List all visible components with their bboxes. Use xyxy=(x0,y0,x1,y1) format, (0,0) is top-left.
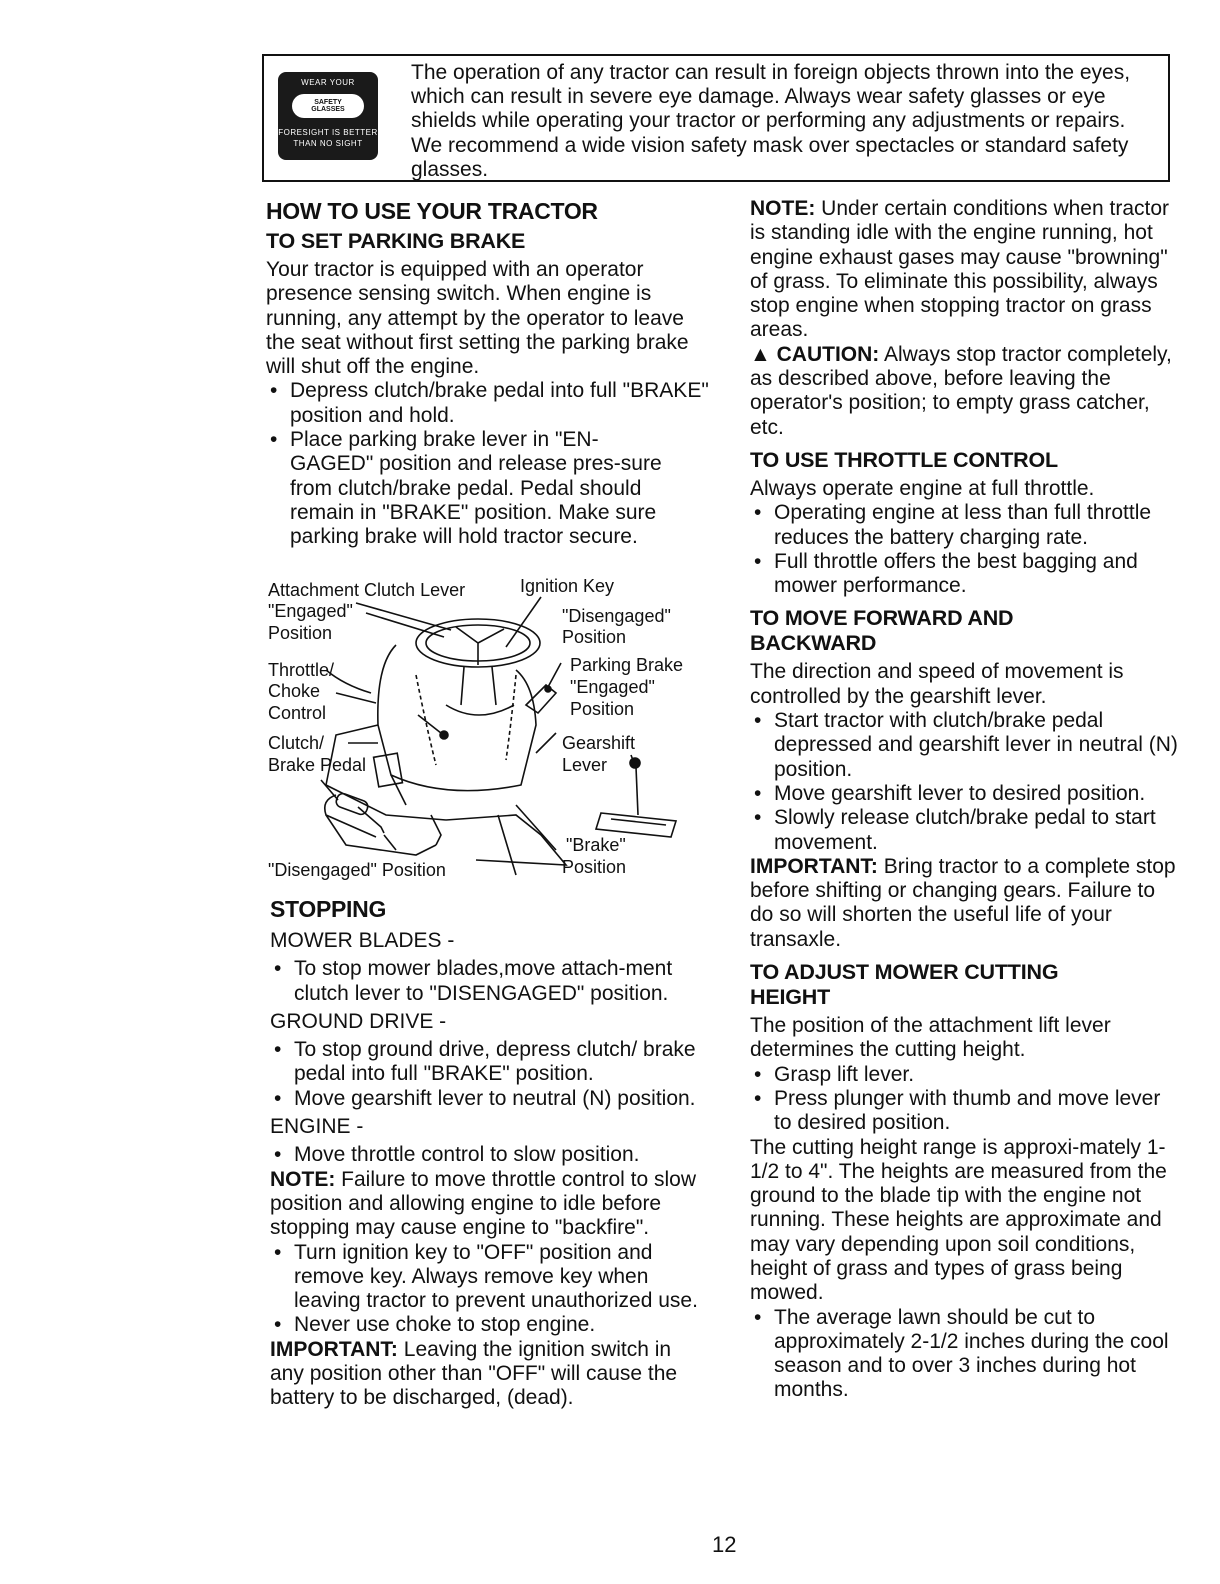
engine-steps xyxy=(270,1143,715,1167)
mower-blades-steps xyxy=(270,957,715,1006)
list-item: • To stop ground drive, depress clutch/ brake pedal into full "BRAKE" position. xyxy=(270,1038,715,1087)
important-paragraph xyxy=(270,1338,715,1411)
lawn-steps xyxy=(750,1306,1180,1403)
label-brake-pedal: Brake Pedal xyxy=(268,755,367,775)
mower-blades-label: MOWER BLADES - xyxy=(270,929,455,952)
caution-key: CAUTION: xyxy=(776,342,880,366)
list-item: • Move throttle control to slow position. xyxy=(270,1143,715,1167)
forward-steps xyxy=(750,709,1180,855)
list-item: • Never use choke to stop engine. xyxy=(270,1313,715,1337)
throttle-heading: TO USE THROTTLE CONTROL xyxy=(750,447,1058,472)
forward-paragraph: The direction and speed of movement is controlled by the gearshift lever. xyxy=(750,660,1124,708)
parking-brake-paragraph: Your tractor is equipped with an operator presence sensing switch. When engine is running, any attempt by the operator to leave the seat without first setting the parking brake will shut off the engine. xyxy=(266,258,689,379)
important-key: IMPORTANT: xyxy=(270,1337,398,1361)
forward-backward-heading: TO MOVE FORWARD AND BACKWARD xyxy=(750,606,1014,656)
important-text: Leaving the ignition switch in any position other than "OFF" will cause the battery to be discharged, (dead). xyxy=(270,1337,678,1410)
list-item: • The average lawn should be cut to approximately 2-1/2 inches during the cool season and to over 3 inches during hot months. xyxy=(750,1306,1180,1403)
list-item: • Grasp lift lever. xyxy=(750,1063,1180,1087)
cutting-height-heading: TO ADJUST MOWER CUTTING HEIGHT xyxy=(750,960,1059,1010)
caution-paragraph xyxy=(750,343,1180,440)
cutting-steps xyxy=(750,1063,1180,1136)
cutting-range-paragraph: The cutting height range is approxi-mately 1-1/2 to 4". The heights are measured from the ground to the blade tip with the engine not running. These heights are approximate and may vary depending upon soil conditions, height of grass and types of grass being mowed. xyxy=(750,1135,1167,1305)
label-parking-engaged: "Engaged" xyxy=(570,677,655,697)
list-item: • Press plunger with thumb and move lever to desired position. xyxy=(750,1087,1180,1136)
list-item: • Turn ignition key to "OFF" position and remove key. Always remove key when leaving tractor to prevent unauthorized use. xyxy=(270,1241,715,1314)
badge-bottom-text-1: FORESIGHT IS BETTER xyxy=(278,128,378,137)
cutting-paragraph: The position of the attachment lift lever determines the cutting height. xyxy=(750,1014,1111,1062)
caution-text: Always stop tractor completely, as described above, before leaving the operator's position; to empty grass catcher, etc. xyxy=(750,342,1172,439)
parking-brake-steps xyxy=(266,379,711,549)
label-engaged-position: Position xyxy=(268,623,333,643)
label-gearshift: Gearshift xyxy=(562,733,636,753)
label-brake: "Brake" xyxy=(566,835,626,855)
list-item: • Operating engine at less than full throttle reduces the battery charging rate. xyxy=(750,501,1180,550)
badge-bottom-text-2: THAN NO SIGHT xyxy=(293,139,363,148)
ground-drive-steps xyxy=(270,1038,715,1111)
safety-glasses-icon xyxy=(278,72,378,160)
badge-mid-text: SAFETY GLASSES xyxy=(311,99,345,113)
label-parking-brake: Parking Brake xyxy=(570,655,684,675)
throttle-paragraph: Always operate engine at full throttle. xyxy=(750,476,1095,500)
note-text: Under certain conditions when tractor is standing idle with the engine running, hot engine exhaust gases may cause "browning" of grass. To eliminate this possibility, always stop engine when stopping tractor on grass areas. xyxy=(750,197,1170,342)
list-item: • To stop mower blades,move attach-ment clutch lever to "DISENGAGED" position. xyxy=(270,957,715,1006)
important-key: IMPORTANT: xyxy=(750,854,878,878)
page-number: 12 xyxy=(712,1532,737,1557)
list-item: • Move gearshift lever to neutral (N) position. xyxy=(270,1087,715,1111)
label-lever: Lever xyxy=(562,755,608,775)
label-throttle: Throttle/ xyxy=(268,660,335,680)
label-control: Control xyxy=(268,703,327,723)
ground-drive-label: GROUND DRIVE - xyxy=(270,1009,447,1033)
stopping-section xyxy=(270,895,715,1411)
list-item: • Start tractor with clutch/brake pedal depressed and gearshift lever in neutral (N) position. xyxy=(750,709,1180,782)
label-brake-position: Position xyxy=(562,857,627,877)
right-column xyxy=(750,197,1180,1403)
list-item: • Depress clutch/brake pedal into full "BRAKE" position and hold. xyxy=(266,379,711,428)
left-column xyxy=(266,197,711,550)
note-key: NOTE: xyxy=(750,197,816,220)
engine-steps-2 xyxy=(270,1241,715,1338)
important-gears xyxy=(750,855,1180,952)
important-text: Bring tractor to a complete stop before shifting or changing gears. Failure to do so will shorten the useful life of your transaxle. xyxy=(750,854,1176,951)
warning-triangle-icon: ▲ xyxy=(750,342,777,366)
page-title: HOW TO USE YOUR TRACTOR xyxy=(266,198,598,224)
engine-label: ENGINE - xyxy=(270,1115,364,1139)
throttle-steps xyxy=(750,501,1180,598)
label-choke: Choke xyxy=(268,681,321,701)
tractor-controls-diagram xyxy=(266,575,711,890)
list-item: • Place parking brake lever in "EN-GAGED" position and release pres-sure from clutch/brake pedal. Pedal should remain in "BRAKE" position. Make sure parking brake will hold tractor secure. xyxy=(266,428,711,549)
warning-text: The operation of any tractor can result in foreign objects thrown into the eyes, which can result in severe eye damage. Always wear safety glasses or eye shields while operating your tractor or performing any adjustments or repairs. We recommend a wide vision safety mask over spectacles or standard safety glasses. xyxy=(411,61,1131,181)
label-clutch: Clutch/ xyxy=(268,733,325,753)
list-item: • Full throttle offers the best bagging and mower performance. xyxy=(750,550,1180,599)
badge-top-text: WEAR YOUR xyxy=(301,78,355,87)
label-disengaged: "Disengaged" xyxy=(562,606,671,626)
label-disengaged-position-bottom: "Disengaged" Position xyxy=(268,860,446,880)
parking-brake-heading: TO SET PARKING BRAKE xyxy=(266,229,526,253)
label-parking-position: Position xyxy=(570,699,635,719)
stopping-heading: STOPPING xyxy=(270,896,387,922)
label-attachment-clutch-lever: Attachment Clutch Lever xyxy=(268,580,466,600)
note-paragraph xyxy=(270,1168,715,1241)
note-browning xyxy=(750,197,1180,343)
note-key: NOTE: xyxy=(270,1167,336,1191)
list-item: • Move gearshift lever to desired position. xyxy=(750,782,1180,806)
glasses-shape xyxy=(292,94,364,118)
list-item: • Slowly release clutch/brake pedal to start movement. xyxy=(750,806,1180,855)
note-text: Failure to move throttle control to slow position and allowing engine to idle before stopping may cause engine to "backfire". xyxy=(270,1167,696,1240)
label-ignition-key: Ignition Key xyxy=(520,576,615,596)
label-engaged: "Engaged" xyxy=(268,601,353,621)
label-disengaged-position: Position xyxy=(562,627,627,647)
